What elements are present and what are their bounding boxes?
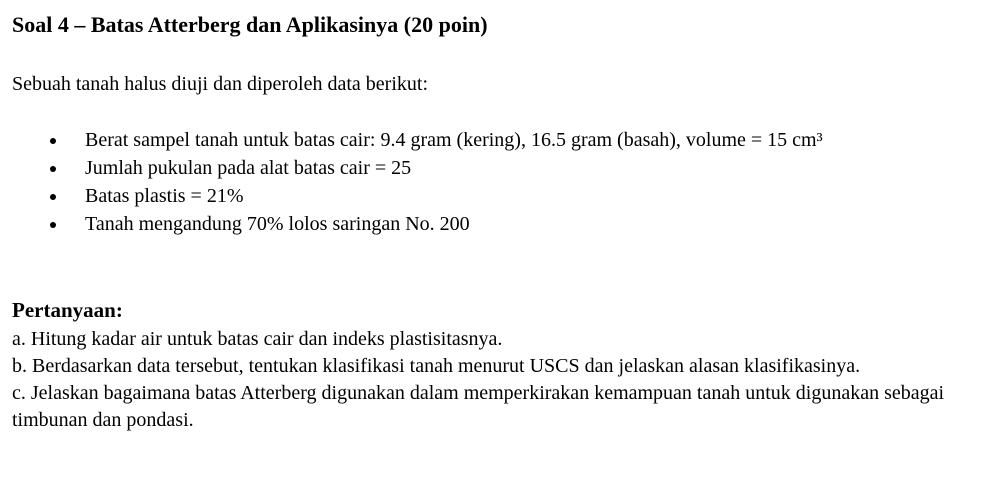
data-bullet-list	[12, 126, 972, 238]
bullet-item	[12, 154, 972, 182]
bullet-item	[12, 210, 972, 238]
bullet-text: Jumlah pukulan pada alat batas cair = 25	[85, 157, 412, 179]
bullet-text: Batas plastis = 21%	[85, 185, 244, 207]
bullet-text: Tanah mengandung 70% lolos saringan No. 200	[85, 213, 470, 235]
bullet-item	[12, 126, 972, 154]
bullet-dot-icon	[50, 194, 56, 200]
bullet-item	[12, 182, 972, 210]
bullet-text: Berat sampel tanah untuk batas cair: 9.4 gram (kering), 16.5 gram (basah), volume = 15 cm³	[85, 129, 823, 151]
question-item: c. Jelaskan bagaimana batas Atterberg digunakan dalam memperkirakan kemampuan tanah untuk digunakan sebagai timbunan dan pondasi.	[12, 382, 945, 431]
question-item: b. Berdasarkan data tersebut, tentukan klasifikasi tanah menurut USCS dan jelaskan alasan klasifikasinya.	[12, 355, 861, 377]
intro-text: Sebuah tanah halus diuji dan diperoleh data berikut:	[12, 73, 428, 95]
question-item: a. Hitung kadar air untuk batas cair dan indeks plastisitasnya.	[12, 328, 503, 350]
questions-heading: Pertanyaan:	[12, 298, 123, 322]
bullet-dot-icon	[50, 222, 56, 228]
question-list	[12, 326, 952, 434]
bullet-dot-icon	[50, 166, 56, 172]
document-title: Soal 4 – Batas Atterberg dan Aplikasinya (20 poin)	[12, 12, 488, 37]
bullet-dot-icon	[50, 138, 56, 144]
